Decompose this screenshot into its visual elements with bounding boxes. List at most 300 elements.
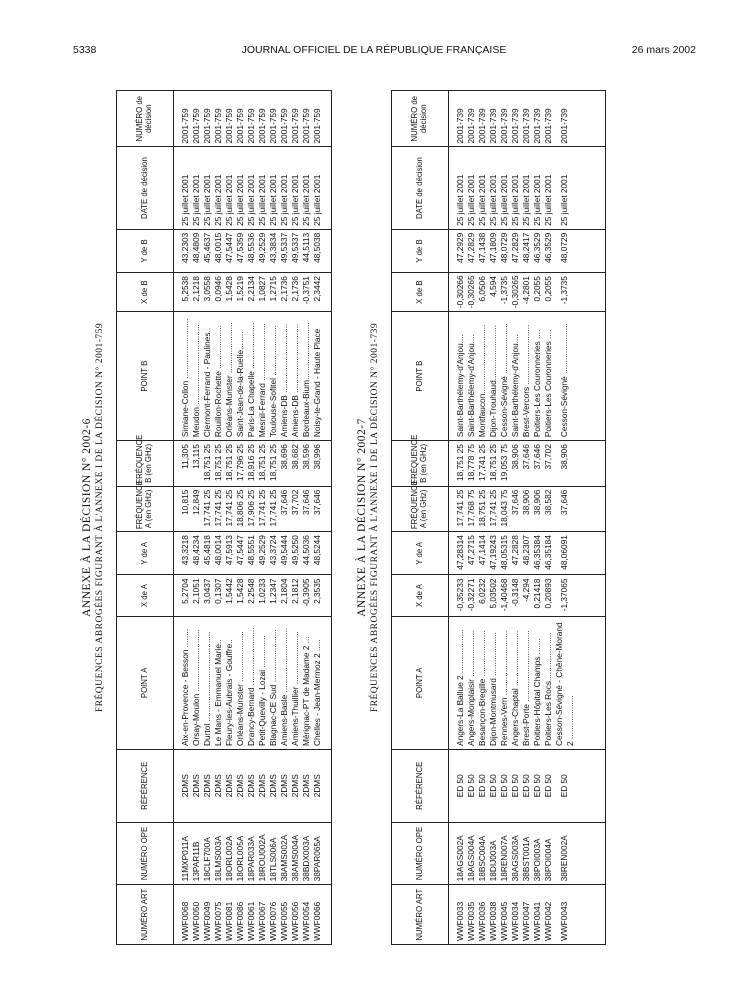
col-x-a-cell: -0,35233 [455, 575, 466, 616]
col-point-a-cell: Amiens-Basle ............................ [279, 616, 290, 749]
col-point-b-header: POINT B [117, 312, 174, 441]
col-numero-art-cell: WWF0041 [532, 885, 543, 945]
col-y-a-cell: 47,1414 [477, 532, 488, 575]
col-y-b-header: Y de B [117, 229, 174, 272]
table-row [268, 91, 279, 945]
table-row [180, 91, 191, 945]
col-point-a-header: POINT A [392, 616, 449, 749]
col-freq-b-cell: 38,906 [554, 441, 575, 487]
col-date-cell: 25 juillet 2001 [543, 147, 554, 229]
col-x-a-cell: -0,32271 [466, 575, 477, 616]
col-freq-b-header: FRÉQUENCE B (en GHz) [392, 441, 449, 487]
col-freq-b-cell: 13,115 [191, 441, 202, 487]
col-point-a-cell: Angers-Monplaisir .................... [466, 616, 477, 749]
col-freq-b-cell: 11,305 [180, 441, 191, 487]
col-freq-a-cell: 17,741 25 [455, 486, 466, 532]
annex-2-section [355, 90, 595, 945]
col-y-a-cell: 49,2529 [257, 532, 268, 575]
table-row [279, 91, 290, 945]
col-y-b-cell: 43,3834 [268, 229, 279, 272]
col-x-b-cell: -0,3751 [301, 273, 312, 312]
col-numero-ope-cell: 18DIJ003A [488, 822, 499, 885]
col-x-a-cell: -4,294 [521, 575, 532, 616]
col-numero-ope-cell: 38AGS003A [510, 822, 521, 885]
col-date-cell: 25 juillet 2001 [279, 147, 290, 229]
col-numero-decision-cell: 2001-759 [224, 91, 235, 147]
col-freq-a-cell: 38,906 [521, 486, 532, 532]
annex-1-header-row [117, 91, 174, 945]
col-numero-decision-cell: 2001-739 [455, 91, 466, 147]
col-y-a-cell: 47,19243 [488, 532, 499, 575]
col-reference-cell: ED 50 [477, 749, 488, 822]
col-point-a-cell: Le Mans - Emmanuel Marie.. [213, 616, 224, 749]
col-freq-b-cell: 37,702 [543, 441, 554, 487]
col-point-b-cell: Noisy-le-Grand - Haute Place [312, 312, 323, 441]
col-reference-header: RÉFÉRENCE [117, 749, 174, 822]
col-x-a-cell: 1,5442 [224, 575, 235, 616]
col-y-b-cell: 49,2529 [257, 229, 268, 272]
col-numero-decision-cell: 2001-739 [488, 91, 499, 147]
col-numero-art-cell: WWF0045 [499, 885, 510, 945]
table-row [466, 91, 477, 945]
col-reference-cell: ED 50 [455, 749, 466, 822]
col-numero-ope-cell: 18AGS002A [455, 822, 466, 885]
col-freq-a-cell: 17,906 25 [246, 486, 257, 532]
col-reference-cell: ED 50 [543, 749, 554, 822]
col-freq-a-cell: 18,043 75 [499, 486, 510, 532]
col-freq-a-cell: 37,646 [510, 486, 521, 532]
table-row [246, 91, 257, 945]
col-y-a-cell: 48,0014 [213, 532, 224, 575]
col-freq-a-cell: 17,768 75 [466, 486, 477, 532]
col-numero-ope-cell: 38AMS002A [279, 822, 290, 885]
col-date-cell: 25 juillet 2001 [532, 147, 543, 229]
table-row [532, 91, 543, 945]
col-numero-ope-cell: 18ORL005A [235, 822, 246, 885]
col-y-a-cell: 43,3218 [180, 532, 191, 575]
col-numero-art-cell: WWF0075 [213, 885, 224, 945]
col-freq-a-header: FRÉQUENCE A (en GHz) [117, 486, 174, 532]
col-reference-cell: 2DMS [312, 749, 323, 822]
col-numero-art-cell: WWF0055 [279, 885, 290, 945]
col-point-a-cell: Blagnac-CE Sud ....................... [268, 616, 279, 749]
col-x-a-cell: 0,21418 [532, 575, 543, 616]
col-date-cell: 25 juillet 2001 [246, 147, 257, 229]
col-freq-a-cell: 18,751 25 [477, 486, 488, 532]
col-date-cell: 25 juillet 2001 [499, 147, 510, 229]
col-x-a-cell: 0,20893 [543, 575, 554, 616]
table-row [202, 91, 213, 945]
col-freq-a-header: FRÉQUENCE A (en GHz) [392, 486, 449, 532]
col-y-b-cell: 49,5337 [279, 229, 290, 272]
col-x-b-cell: -0,30265 [466, 273, 477, 312]
col-numero-ope-cell: 18TLS006A [268, 822, 279, 885]
col-y-b-cell: 45,4637 [202, 229, 213, 272]
col-x-a-cell: 2,1051 [191, 575, 202, 616]
col-x-b-cell: 0,2055 [532, 273, 543, 312]
col-numero-decision-cell: 2001-759 [312, 91, 323, 147]
col-reference-cell: 2DMS [213, 749, 224, 822]
col-reference-cell: 2DMS [268, 749, 279, 822]
col-freq-b-cell: 18,751 25 [488, 441, 499, 487]
col-reference-cell: 2DMS [301, 749, 312, 822]
col-point-b-cell: Poitiers-Les Couronneries .... [532, 312, 543, 441]
col-x-b-cell: 3,0558 [202, 273, 213, 312]
col-reference-cell: ED 50 [488, 749, 499, 822]
col-numero-decision-cell: 2001-739 [554, 91, 575, 147]
col-point-b-cell: Montfaucon.............................. [477, 312, 488, 441]
table-row [510, 91, 521, 945]
col-numero-art-cell: WWF0081 [224, 885, 235, 945]
col-y-a-cell: 47,5913 [224, 532, 235, 575]
col-reference-cell: 2DMS [191, 749, 202, 822]
col-x-b-cell: -1,3735 [499, 273, 510, 312]
col-y-b-cell: 48,0729 [499, 229, 510, 272]
col-y-b-cell: 48,5536 [246, 229, 257, 272]
col-y-a-cell: 48,05315 [499, 532, 510, 575]
col-numero-art-cell: WWF0054 [301, 885, 312, 945]
col-x-a-cell: 1,5428 [235, 575, 246, 616]
col-numero-ope-cell: 38BST001A [521, 822, 532, 885]
col-reference-cell: 2DMS [202, 749, 213, 822]
col-numero-decision-cell: 2001-759 [246, 91, 257, 147]
col-freq-a-cell: 37,646 [554, 486, 575, 532]
col-reference-cell: 2DMS [224, 749, 235, 822]
table-row [191, 91, 202, 945]
col-numero-decision-cell: 2001-759 [235, 91, 246, 147]
col-x-a-cell: 5,2704 [180, 575, 191, 616]
col-point-a-cell: Dijon-Montmusard ................... [488, 616, 499, 749]
col-date-cell: 25 juillet 2001 [301, 147, 312, 229]
col-freq-b-cell: 37,646 [521, 441, 532, 487]
col-y-b-cell: 48,0015 [213, 229, 224, 272]
col-x-b-cell: 2,1736 [290, 273, 301, 312]
col-numero-ope-cell: 18BSC004A [477, 822, 488, 885]
col-point-a-cell: Angers-La Ballue 2 ................... [455, 616, 466, 749]
annex-2-title: ANNEXE À LA DÉCISION N° 2002-7 [356, 418, 368, 617]
col-freq-b-cell: 38,996 [312, 441, 323, 487]
col-x-b-cell: -1,3735 [554, 273, 575, 312]
col-freq-b-cell: 19,053 75 [499, 441, 510, 487]
col-numero-ope-cell: 18REN007A [499, 822, 510, 885]
col-date-cell: 25 juillet 2001 [268, 147, 279, 229]
col-x-a-header: X de A [392, 575, 449, 616]
col-freq-b-cell: 18,751 25 [213, 441, 224, 487]
col-numero-art-header: NUMÉRO ART [392, 885, 449, 945]
col-date-cell: 25 juillet 2001 [521, 147, 532, 229]
col-freq-b-cell: 18,751 25 [202, 441, 213, 487]
col-x-a-cell: -1,40468 [499, 575, 510, 616]
col-y-a-cell: 47,5447 [235, 532, 246, 575]
col-date-cell: 25 juillet 2001 [510, 147, 521, 229]
col-point-a-cell: Fleury-les-Aubrais - Gouffre.. [224, 616, 235, 749]
col-freq-b-cell: 38,906 [510, 441, 521, 487]
col-numero-decision-cell: 2001-739 [532, 91, 543, 147]
col-date-cell: 25 juillet 2001 [554, 147, 575, 229]
col-point-a-cell: Poitiers-Les Rocs..................... [543, 616, 554, 749]
col-numero-ope-cell: 38POI003A [532, 822, 543, 885]
col-freq-b-cell: 17,796 25 [235, 441, 246, 487]
col-y-a-cell: 48,5551 [246, 532, 257, 575]
col-y-b-cell: 48,2417 [521, 229, 532, 272]
col-y-b-cell: 48,4809 [191, 229, 202, 272]
col-numero-ope-cell: 18ROU002A [257, 822, 268, 885]
table-row [213, 91, 224, 945]
col-reference-cell: 2DMS [290, 749, 301, 822]
col-x-a-cell: 2,2548 [246, 575, 257, 616]
col-freq-a-cell: 17,741 25 [213, 486, 224, 532]
col-numero-art-cell: WWF0049 [202, 885, 213, 945]
annex-1-section [80, 90, 320, 945]
col-x-a-cell: -0,3905 [301, 575, 312, 616]
col-y-b-cell: 49,5337 [290, 229, 301, 272]
col-x-a-cell: 0,1307 [213, 575, 224, 616]
col-point-a-cell: Petit-Quevilly - Lozai .............. [257, 616, 268, 749]
col-x-b-cell: 2,1736 [279, 273, 290, 312]
col-numero-decision-cell: 2001-759 [268, 91, 279, 147]
col-x-b-header: X de B [392, 273, 449, 312]
col-freq-a-cell: 37,702 [290, 486, 301, 532]
col-freq-a-cell: 17,741 25 [257, 486, 268, 532]
col-point-b-cell: Saint-Jean-de-la-Ruelle........ [235, 312, 246, 441]
col-reference-header: RÉFÉRENCE [392, 749, 449, 822]
col-point-b-cell: Brest-Vercors .......................... [521, 312, 532, 441]
col-x-a-cell: 5,03502 [488, 575, 499, 616]
col-freq-a-cell: 37,646 [301, 486, 312, 532]
col-point-b-cell: Rouillon-Rochette ................... [213, 312, 224, 441]
col-date-cell: 25 juillet 2001 [213, 147, 224, 229]
col-y-a-cell: 49,5250 [290, 532, 301, 575]
annex-2-subtitle: FRÉQUENCES ABROGÉES FIGURANT À L'ANNEXE I DE LA DÉCISION N° 2001-739 [370, 322, 380, 713]
col-freq-a-cell: 18,806 25 [235, 486, 246, 532]
col-point-a-cell: Angers-Chaptal ........................ [510, 616, 521, 749]
col-y-b-cell: 48,0729 [554, 229, 575, 272]
col-date-cell: 25 juillet 2001 [235, 147, 246, 229]
col-x-b-cell: 6,0506 [477, 273, 488, 312]
annex-1-table [116, 90, 332, 945]
col-freq-a-cell: 37,646 [279, 486, 290, 532]
col-numero-ope-header: NUMÉRO OPE [392, 822, 449, 885]
col-y-a-cell: 48,4234 [191, 532, 202, 575]
col-numero-ope-cell: 38BDX003A [301, 822, 312, 885]
col-freq-b-cell: 17,741 25 [477, 441, 488, 487]
col-point-a-cell: Drancy-Bernard ......................... [246, 616, 257, 749]
col-point-b-cell: Simiane-Collon .......................... [180, 312, 191, 441]
col-point-b-cell: Meudon ................................... [191, 312, 202, 441]
col-point-a-cell: Chelles - Jean-Mermoz 2 ..... [312, 616, 323, 749]
col-y-b-cell: 47,1809 [488, 229, 499, 272]
col-x-b-cell: 5,2538 [180, 273, 191, 312]
col-numero-art-cell: WWF0067 [257, 885, 268, 945]
col-y-a-cell: 44,5036 [301, 532, 312, 575]
col-numero-decision-cell: 2001-739 [499, 91, 510, 147]
col-numero-ope-cell: 38AMS004A [290, 822, 301, 885]
col-numero-decision-cell: 2001-739 [521, 91, 532, 147]
col-y-b-cell: 46,3529 [543, 229, 554, 272]
col-x-a-cell: -0,3148 [510, 575, 521, 616]
col-freq-b-cell: 38,696 [279, 441, 290, 487]
col-numero-ope-cell: 18AGS004A [466, 822, 477, 885]
col-numero-art-cell: WWF0033 [455, 885, 466, 945]
col-numero-decision-cell: 2001-759 [257, 91, 268, 147]
col-numero-art-cell: WWF0043 [554, 885, 575, 945]
col-x-b-cell: -4,2801 [521, 273, 532, 312]
col-numero-decision-header: NUMÉRO de décision [117, 91, 174, 147]
col-x-b-cell: 2,1218 [191, 273, 202, 312]
col-numero-decision-cell: 2001-739 [477, 91, 488, 147]
col-point-a-cell: Besançon-Bregille .................... [477, 616, 488, 749]
col-numero-art-cell: WWF0076 [268, 885, 279, 945]
col-reference-cell: ED 50 [554, 749, 575, 822]
col-numero-ope-cell: 38REN002A [554, 822, 575, 885]
table-row [543, 91, 554, 945]
col-point-b-cell: Cesson-Sévigné ...................... [499, 312, 510, 441]
col-x-b-cell: 1,0827 [257, 273, 268, 312]
col-x-a-cell: 6,0232 [477, 575, 488, 616]
col-date-cell: 25 juillet 2001 [455, 147, 466, 229]
annex-2-header-row [392, 91, 449, 945]
col-numero-ope-cell: 18LMS003A [213, 822, 224, 885]
col-numero-decision-header: NUMÉRO de décision [392, 91, 449, 147]
col-date-cell: 25 juillet 2001 [466, 147, 477, 229]
col-y-a-header: Y de A [392, 532, 449, 575]
col-numero-decision-cell: 2001-759 [180, 91, 191, 147]
col-reference-cell: ED 50 [510, 749, 521, 822]
col-x-b-cell: 1,5219 [235, 273, 246, 312]
col-point-a-header: POINT A [117, 616, 174, 749]
col-y-a-cell: 46,35184 [543, 532, 554, 575]
col-numero-ope-header: NUMÉRO OPE [117, 822, 174, 885]
col-y-b-cell: 44,5113 [301, 229, 312, 272]
col-point-b-cell: Saint-Barthélemy-d'Anjou.... [466, 312, 477, 441]
col-freq-b-cell: 18,916 25 [246, 441, 257, 487]
col-x-b-cell: 2,3442 [312, 273, 323, 312]
col-point-a-cell: Rennes-Vern ............................ [499, 616, 510, 749]
table-row [455, 91, 466, 945]
col-numero-ope-cell: 38POI004A [543, 822, 554, 885]
col-x-a-cell: 2,1812 [290, 575, 301, 616]
col-numero-decision-cell: 2001-739 [543, 91, 554, 147]
col-x-b-header: X de B [117, 273, 174, 312]
col-y-a-cell: 47,2715 [466, 532, 477, 575]
col-numero-ope-cell: 13PAR11B [191, 822, 202, 885]
col-point-b-cell: Saint-Barthélemy-d'Anjou.... [455, 312, 466, 441]
col-x-a-cell: 1,0233 [257, 575, 268, 616]
col-numero-decision-cell: 2001-759 [301, 91, 312, 147]
col-numero-decision-cell: 2001-739 [466, 91, 477, 147]
col-freq-b-cell: 18,751 25 [257, 441, 268, 487]
col-x-b-cell: 1,2715 [268, 273, 279, 312]
col-point-b-cell: Dijon-Trouhaud........................ [488, 312, 499, 441]
col-date-cell: 25 juillet 2001 [191, 147, 202, 229]
col-point-a-cell: Cesson-Sévigné - Chêne-Morand 2 ................... [554, 616, 575, 749]
col-x-a-cell: 1,2347 [268, 575, 279, 616]
col-freq-a-cell: 37,646 [312, 486, 323, 532]
col-date-cell: 25 juillet 2001 [477, 147, 488, 229]
col-point-b-cell: Poitiers-Les Couronneries .... [543, 312, 554, 441]
col-point-b-header: POINT B [392, 312, 449, 441]
col-y-b-cell: 48,5038 [312, 229, 323, 272]
col-freq-a-cell: 38,906 [532, 486, 543, 532]
table-row [521, 91, 532, 945]
col-numero-decision-cell: 2001-759 [290, 91, 301, 147]
table-row [257, 91, 268, 945]
col-point-a-cell: Durtol ....................................... [202, 616, 213, 749]
col-x-b-cell: 1,5428 [224, 273, 235, 312]
col-x-a-cell: 2,1804 [279, 575, 290, 616]
col-freq-b-cell: 18,778 75 [466, 441, 477, 487]
col-freq-a-cell: 10,815 [180, 486, 191, 532]
col-numero-decision-cell: 2001-759 [191, 91, 202, 147]
col-point-a-cell: Mérignac-PT de Madame 2 ... [301, 616, 312, 749]
col-numero-art-cell: WWF0038 [488, 885, 499, 945]
table-row [554, 91, 575, 945]
col-numero-art-cell: WWF0035 [466, 885, 477, 945]
col-point-b-cell: Saint-Barthélemy-d'Anjou.... [510, 312, 521, 441]
col-y-b-cell: 47,2829 [466, 229, 477, 272]
col-y-a-cell: 45,4818 [202, 532, 213, 575]
col-numero-art-cell: WWF0056 [290, 885, 301, 945]
table-row [224, 91, 235, 945]
col-y-a-cell: 48,5244 [312, 532, 323, 575]
table-row [477, 91, 488, 945]
col-point-a-cell: Aix-en-Provence - Besson ........ [180, 616, 191, 749]
col-reference-cell: 2DMS [235, 749, 246, 822]
col-freq-a-cell: 17,741 25 [224, 486, 235, 532]
col-point-b-cell: Cesson-Sévigné ...................... [554, 312, 575, 441]
col-point-a-cell: Amiens-Thuillier ....................... [290, 616, 301, 749]
table-row [488, 91, 499, 945]
table-row [290, 91, 301, 945]
col-y-b-cell: 46,3529 [532, 229, 543, 272]
col-reference-cell: ED 50 [521, 749, 532, 822]
col-y-a-cell: 49,5444 [279, 532, 290, 575]
col-point-a-cell: Brest-Porte ............................... [521, 616, 532, 749]
col-point-b-cell: Amiens-DB .............................. [290, 312, 301, 441]
col-x-b-cell: -0,30265 [510, 273, 521, 312]
col-numero-art-cell: WWF0066 [312, 885, 323, 945]
col-point-a-cell: Orléans-Munster ...................... [235, 616, 246, 749]
col-x-a-cell: 3,0437 [202, 575, 213, 616]
col-date-cell: 25 juillet 2001 [312, 147, 323, 229]
col-numero-art-cell: WWF0042 [543, 885, 554, 945]
col-point-a-cell: Orsay-Moulon ........................... [191, 616, 202, 749]
table-row [301, 91, 312, 945]
col-y-a-cell: 48,06091 [554, 532, 575, 575]
col-freq-b-cell: 37,646 [532, 441, 543, 487]
col-numero-ope-cell: 11MXP011A [180, 822, 191, 885]
col-y-a-cell: 47,28314 [455, 532, 466, 575]
col-freq-b-cell: 18,751 25 [268, 441, 279, 487]
col-x-a-cell: -1,37065 [554, 575, 575, 616]
annex-1-subtitle: FRÉQUENCES ABROGÉES FIGURANT À L'ANNEXE I DE LA DÉCISION N° 2001-759 [95, 322, 105, 713]
col-freq-b-cell: 38,682 [290, 441, 301, 487]
col-y-a-cell: 48,2307 [521, 532, 532, 575]
col-date-cell: 25 juillet 2001 [257, 147, 268, 229]
col-x-a-cell: 2,3535 [312, 575, 323, 616]
col-date-header: DATE de décision [392, 147, 449, 229]
col-date-cell: 25 juillet 2001 [290, 147, 301, 229]
col-y-a-cell: 46,35384 [532, 532, 543, 575]
col-y-b-cell: 47,1438 [477, 229, 488, 272]
col-y-b-cell: 47,5447 [224, 229, 235, 272]
col-point-b-cell: Mesnil-Ferrard ......................... [257, 312, 268, 441]
col-reference-cell: 2DMS [257, 749, 268, 822]
col-reference-cell: ED 50 [466, 749, 477, 822]
publication-date: 26 mars 2002 [631, 44, 696, 56]
table-row [312, 91, 323, 945]
col-reference-cell: 2DMS [180, 749, 191, 822]
